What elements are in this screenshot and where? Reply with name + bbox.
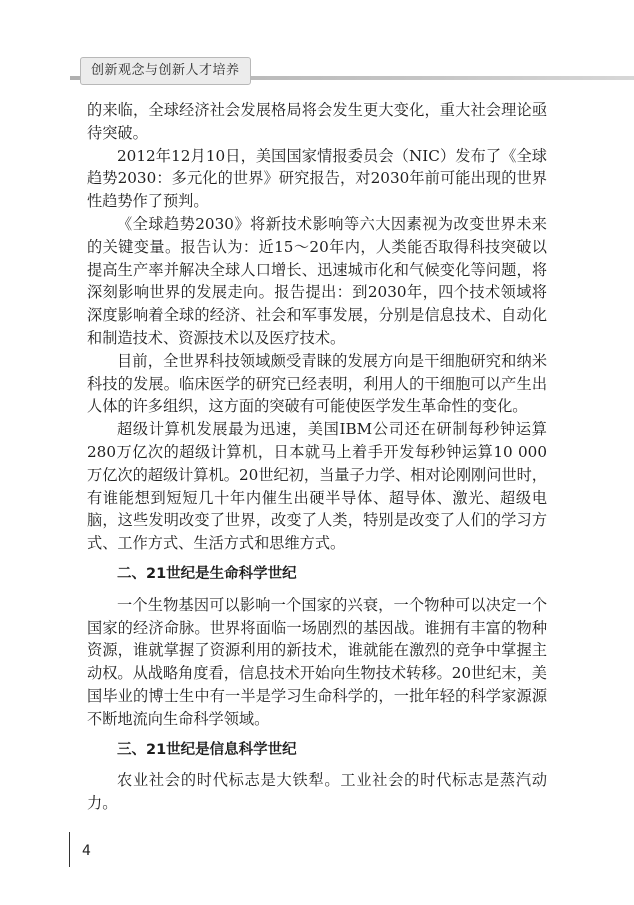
paragraph: 的来临，全球经济社会发展格局将会发生更大变化，重大社会理论亟待突破。 (87, 101, 547, 142)
section-heading: 三、21世纪是信息科学世纪 (117, 741, 297, 758)
page-number: 4 (82, 843, 91, 859)
paragraph: 一个生物基因可以影响一个国家的兴衰，一个物种可以决定一个国家的经济命脉。世界将面临一场剧烈的基因战。谁拥有丰富的物种资源，谁就掌握了资源利用的新技术，谁就能在激烈的竞争中掌握主动权。从战略角度看，信息技术开始向生物技术转移。20世纪末，美国毕业的博士生中有一半是学习生命科学的，一批年轻的科学家源源不断地流向生命科学领域。 (87, 595, 547, 728)
page-body (87, 99, 547, 815)
paragraph: 目前，全世界科技领域颇受青睐的发展方向是干细胞研究和纳米科技的发展。临床医学的研究已经表明，利用人的干细胞可以产生出人体的许多组织，这方面的突破有可能使医学发生革命性的变化。 (87, 351, 547, 416)
footer-rule (69, 832, 70, 867)
paragraph: 《全球趋势2030》将新技术影响等六大因素视为改变世界未来的关键变量。报告认为：近15～20年内，人类能否取得科技突破以提高生产率并解决全球人口增长、迅速城市化和气候变化等问题，将深刻影响世界的发展走向。报告提出：到2030年，四个技术领域将深度影响着全球的经济、社会和军事发展，分别是信息技术、自动化和制造技术、资源技术以及医疗技术。 (87, 214, 547, 347)
paragraph: 2012年12月10日，美国国家情报委员会（NIC）发布了《全球趋势2030：多元化的世界》研究报告，对2030年前可能出现的世界性趋势作了预判。 (87, 146, 547, 211)
paragraph: 农业社会的时代标志是大铁犁。工业社会的时代标志是蒸汽动力。 (87, 771, 547, 813)
running-header (70, 47, 634, 85)
running-title: 创新观念与创新人才培养 (80, 57, 251, 85)
section-heading: 二、21世纪是生命科学世纪 (117, 565, 297, 582)
paragraph: 超级计算机发展最为迅速，美国IBM公司还在研制每秒钟运算280万亿次的超级计算机，日本就马上着手开发每秒钟运算10 000万亿次的超级计算机。20世纪初，当量子力学、相对论刚刚问世时，有谁能想到短短几十年内催生出硬半导体、超导体、激光、超级电脑，这些发明改变了世界，改变了人类，特别是改变了人们的学习方式、工作方式、生活方式和思维方式。 (87, 420, 547, 553)
